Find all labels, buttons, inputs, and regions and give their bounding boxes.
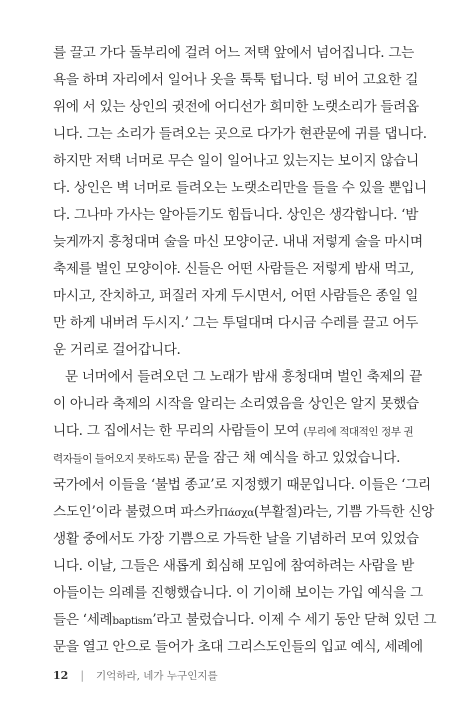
footer-separator: | [80, 669, 85, 682]
greek-term: Πάσχα [219, 507, 254, 519]
text-line: 문 너머에서 들려오던 그 노래가 밤새 흥청대며 벌인 축제의 끝 [65, 369, 422, 385]
body-text [53, 40, 437, 661]
text-line: 늦게까지 흥청대며 술을 마신 모양이군. 내내 저렇게 술을 마시며 [53, 234, 423, 250]
text-line [53, 607, 437, 634]
text-line [53, 445, 401, 472]
text-line [53, 499, 434, 526]
text-line: 국가에서 이들을 ‘불법 종교’로 지정했기 때문입니다. 이들은 ‘그리 [53, 477, 431, 493]
text-line: 생활 중에서도 가장 기쁨으로 가득한 날을 기념하러 모여 있었습 [53, 531, 419, 547]
text-line: 욕을 하며 자리에서 일어나 옷을 툭툭 텁니다. 텅 비어 고요한 길 [53, 72, 419, 88]
text-line: 다. 그나마 가사는 알아듣기도 힘듭니다. 상인은 생각합니다. ‘밤 [53, 207, 419, 223]
text-line: 니다. 그는 소리가 들려오는 곳으로 다가가 현관문에 귀를 댑니다. [53, 126, 427, 142]
text-line [53, 418, 414, 445]
running-title: 기억하라, 네가 누구인지를 [96, 670, 218, 682]
page-number: 12 [53, 669, 69, 682]
text-line: 다. 상인은 벽 너머로 들려오는 노랫소리만을 들을 수 있을 뿐입니 [53, 180, 427, 196]
text-segment: (부활절)라는, 기쁨 가득한 신앙 [253, 504, 434, 520]
text-line: 니다. 이날, 그들은 새롭게 회심해 모임에 참여하려는 사람을 받 [53, 558, 414, 574]
text-segment: 니다. 그 집에서는 한 무리의 사람들이 모여 [53, 423, 300, 439]
text-line: 축제를 벌인 모양이야. 신들은 어떤 사람들은 저렇게 밤새 먹고, [53, 261, 414, 277]
text-line: 이 아니라 축제의 시작을 알리는 소리였음을 상인은 알지 못했습 [53, 396, 419, 412]
text-segment: 스도인’이라 불렸으며 파스카 [53, 504, 220, 520]
text-segment: 문을 잠근 채 예식을 하고 있었습니다. [179, 450, 401, 466]
text-line: 위에 서 있는 상인의 귓전에 어디선가 희미한 노랫소리가 들려옵 [53, 99, 419, 115]
text-segment: 들은 ‘세례 [53, 612, 113, 628]
text-line: 만 하게 내버려 두시지.’ 그는 투덜대며 다시금 수레를 끌고 어두 [53, 315, 419, 331]
page-footer [53, 668, 218, 684]
text-line: 문을 열고 안으로 들어가 초대 그리스도인들의 입교 예식, 세례에 [53, 639, 423, 655]
parenthetical-note: 력자들이 들어오지 못하도록) [53, 453, 180, 465]
english-term: baptism [112, 615, 153, 627]
text-line: 아들이는 의례를 진행했습니다. 이 기이해 보이는 가입 예식을 그 [53, 585, 423, 601]
text-segment: ’라고 불렀습니다. 이제 수 세기 동안 닫혀 있던 그 [152, 612, 437, 628]
parenthetical-note: (무리에 적대적인 정부 권 [303, 426, 414, 438]
text-line: 를 끌고 가다 돌부리에 걸려 어느 저택 앞에서 넘어집니다. 그는 [53, 45, 414, 61]
text-line: 운 거리로 걸어갑니다. [53, 342, 181, 358]
text-line: 마시고, 잔치하고, 퍼질러 자게 두시면서, 어떤 사람들은 종일 일 [53, 288, 419, 304]
text-line: 하지만 저택 너머로 무슨 일이 일어나고 있는지는 보이지 않습니 [53, 153, 419, 169]
